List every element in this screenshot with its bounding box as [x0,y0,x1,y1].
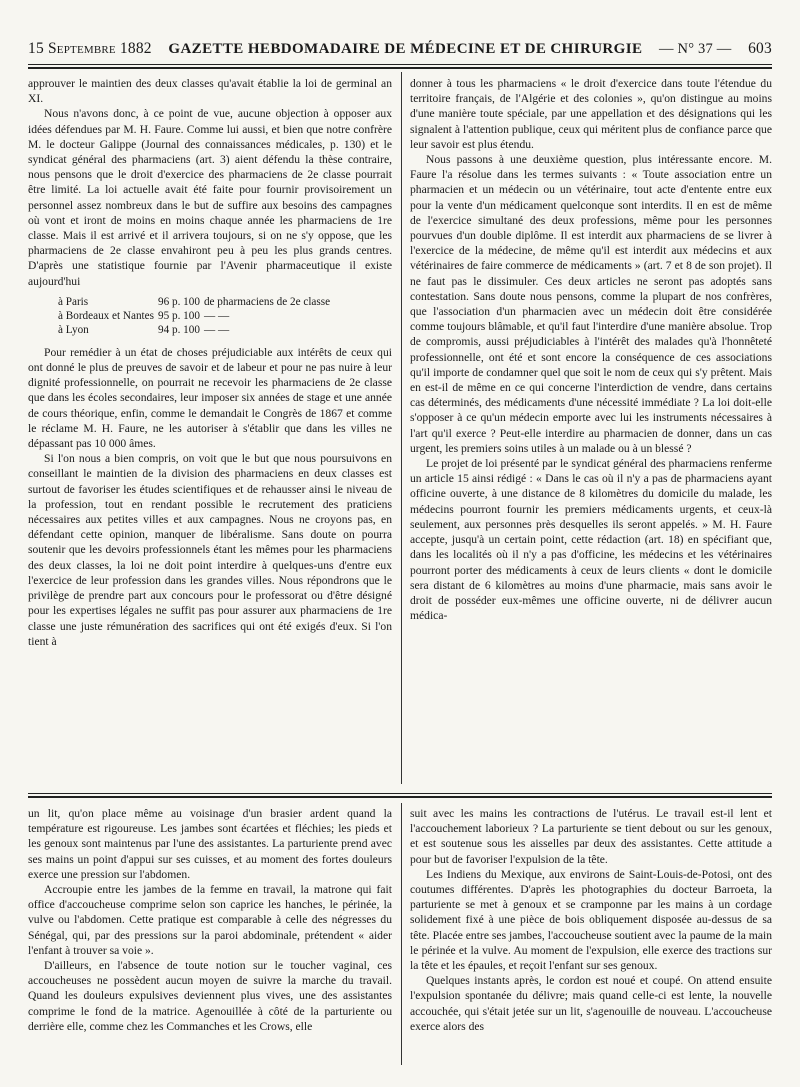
stat-city: à Bordeaux et Nantes [58,309,154,322]
stat-label: de pharmaciens de 2e classe [203,295,331,308]
issue-number: — N° 37 — [659,41,732,57]
paragraph: Quelques instants après, le cordon est noué et coupé. On attend ensuite l'expulsion spontanée du délivre; mais quand celle-ci est lente, la nouvelle accouchée, qui s'était jetée sur un lit, s'agenouille de nouveau. L'accoucheuse exerce alors des [410,974,772,1033]
stat-city: à Lyon [58,323,89,336]
column-divider-bottom [401,803,402,1065]
paragraph: Le projet de loi présenté par le syndicat général des pharmaciens renferme un article 15 ainsi rédigé : « Dans le cas où il n'y a pas de pharmaciens ayant officine ouverte, à une distance de 8 kilomètres du domicile du malade, les médecins pourront fournir les premiers médicaments urgents, et ceux-là seulement, aux personnes près desquelles ils seront appelés. » M. H. Faure accepte, jusqu'à un certain point, cette rédaction (art. 18) en spécifiant que, dans les localités où il n'y a pas d'officine, les médecins et les vétérinaires pourront porter des médicaments à ceux de leurs clients « dont le domicile sera distant de 6 kilomètres au moins d'une pharmacie, mais sans avoir le droit de posséder eux-mêmes une officine ouverte, ni de délivrer aucun médica- [410,457,772,623]
paragraph: Accroupie entre les jambes de la femme en travail, la matrone qui fait office d'accoucheuse comprime selon son caprice les hanches, le périnée, la vulve ou l'abdomen. Cette pratique est comparable à celle des négresses du Sénégal, qui, par des pressions sur la paroi abdominale, prétendent « aider l'enfant à trouver sa voie ». [28,883,392,957]
feuilleton-column-right [410,806,772,1066]
section-rule-thin [28,793,772,794]
section-rule-thick [28,796,772,798]
table-row [58,323,334,337]
header-date: 15 Septembre 1882 [28,40,152,57]
paragraph: Nous passons à une deuxième question, plus intéressante encore. M. Faure l'a résolue dans les termes suivants : « Toute association entre un pharmacien et un médecin ou un vétérinaire, tout acte d'entente entre eux pour la vente d'un médicament quelconque sont interdits. Il en est de même de l'exercice simultané des deux professions, même pour les personnes pourvues d'un double diplôme. Il est interdit aux pharmaciens de se livrer à l'exercice de la médecine, de même qu'il est interdit aux médecins et aux vétérinaires de faire commerce de médicaments » (art. 7 et 8 de son projet). Il ne faut pas le dissimuler. Ces deux articles ne seront pas adoptés sans contestation. Sans doute nous pensons, comme la plupart de nos confrères, que l'association d'un pharmacien avec un médecin doit être considérée comme toujours blâmable, et qu'il faut l'interdire d'une manière absolue. Trop de compromis, aussi préjudiciables à l'intérêt des malades qu'à l'honnêteté professionnelle, ont été et sont encore la conséquence de ces associations qu'il importe de condamner quel que soit le nom de ceux qui s'y prêtent. Mais en est-il de même en ce qui concerne l'interdiction de vendre, dans certains cas déterminés, des médicaments d'une nécessité immédiate ? La loi doit-elle s'opposer à ce qu'un médecin emporte avec lui les instruments nécessaires à l'art qu'il exerce ? Peut-elle interdire au pharmacien de donner, dans un cas urgent, les premiers soins utiles à un malade ou à un blessé ? [410,153,772,455]
stat-label: — — [203,323,230,336]
header-rule-thick [28,67,772,69]
running-header [28,40,772,62]
table-row [58,309,334,323]
paragraph: approuver le maintien des deux classes qu'avait établie la loi de germinal an XI. [28,77,392,106]
paragraph: Pour remédier à un état de choses préjudiciable aux intérêts de ceux qui ont donné le plus de preuves de savoir et de labeur et pour ne pas nuire à leur dignité professionnelle, on pourrait ne recevoir les pharmaciens de 2e classe que dans les écoles secondaires, leur imposer six années de stage et une année de cours théorique, enfin, comme le demandait le Congrès de 1867 et comme le réclame M. H. Faure, ne les autoriser à s'établir que dans les villes ne dépassant pas 10 000 âmes. [28,345,392,451]
page-number: 603 [748,40,772,57]
column-divider-top [401,72,402,784]
journal-title: GAZETTE HEBDOMADAIRE DE MÉDECINE ET DE CHIRURGIE [168,41,643,57]
stat-city: à Paris [58,295,89,308]
stat-value: 94 p. 100 [158,323,200,336]
header-rule-thin [28,64,772,65]
paragraph: suit avec les mains les contractions de l'utérus. Le travail est-il lent et l'accouchement laborieux ? La parturiente se tient debout ou sur les genoux, et est soutenue sous les aisselles par deux des assistantes. Cette attitude a pour but de favoriser l'expulsion de la tête. [410,807,772,866]
paragraph: Si l'on nous a bien compris, on voit que le but que nous poursuivons en conseillant le maintien de la division des pharmaciens en deux classes est surtout de favoriser les études scientifiques et de rehausser ainsi le niveau de la profession, tout en rendant possible le recrutement des praticiens nécessaires aux petites villes et aux campagnes. Nous ne croyons pas, en défendant cette opinion, manquer de libéralisme. Sans doute on pourra soutenir que les devoirs professionnels étant les mêmes pour les pharmaciens des deux classes, la loi ne doit point interdire à quelques-uns d'entre eux l'exercice de leur profession dans les grandes villes. Nous répondrons que le privilège de prendre part aux concours pour le professorat ou d'être désigné pour les expertises légales ne suffit pas pour assurer aux pharmaciens de 1re classe une juste rémunération des sacrifices qui ont été exigés d'eux. Si l'on tient à [28,452,392,648]
paragraph: Nous n'avons donc, à ce point de vue, aucune objection à opposer aux idées défendues par M. H. Faure. Comme lui aussi, et bien que notre confrère M. le docteur Galippe (Journal des connaissances médicales, p. 130) et le syndicat général des pharmaciens (art. 3) aient défendu la thèse contraire, nous pensons que le droit d'exercice des pharmaciens de 2e classe pourrait être limité. La loi actuelle avait été faite pour fournir provisoirement un personnel assez nombreux dans le but de suffire aux besoins des campagnes où vont et iront de moins en moins chaque année les pharmaciens de 1re classe. Mais il est arrivé et il arrivera toujours, si on ne s'y oppose, que les pharmaciens de 2e classe envahiront peu à peu les plus grands centres. D'après une statistique fournie par l'Avenir pharmaceutique il existe aujourd'hui [28,107,392,288]
stat-value: 96 p. 100 [158,295,200,308]
feuilleton-column-left [28,806,392,1066]
article-column-top-left [28,76,392,784]
pharmacist-statistics-table [58,295,334,337]
paragraph: Les Indiens du Mexique, aux environs de Saint-Louis-de-Potosi, ont des coutumes différentes. D'après les photographies du docteur Barroeta, la parturiente se met à genoux et se cramponne par les mains à un cordage solidement fixé à une pièce de bois obliquement disposée au-dessus de sa tête. Placée entre ses jambes, l'accoucheuse soutient avec la paume de la main le périnée et la vulve. Au moment de l'expulsion, elle exerce des tractions sur la tête et les épaules, et reçoit l'enfant sur ses genoux. [410,867,772,973]
stat-value: 95 p. 100 [158,309,200,322]
table-row [58,295,334,309]
stat-label: — — [203,309,230,322]
paragraph: donner à tous les pharmaciens « le droit d'exercice dans toute l'étendue du territoire français, de l'Algérie et des colonies », qu'on distingue au moins d'une manière toute spéciale, par une appellation et des désignations qui les signalent à l'attention publique, ceux qui méritent plus de confiance parce que leur savoir est plus étendu. [410,77,772,151]
paragraph: un lit, qu'on place même au voisinage d'un brasier ardent quand la température est rigoureuse. Les jambes sont écartées et fléchies; les pieds et les genoux sont maintenus par l'une des assistantes. La parturiente prend avec ses mains un point d'appui sur ses cuisses, et au moment des fortes douleurs exerce une pression sur l'abdomen. [28,807,392,881]
paragraph: D'ailleurs, en l'absence de toute notion sur le toucher vaginal, ces accoucheuses ne possèdent aucun moyen de suivre la marche du travail. Quand les douleurs expulsives deviennent plus vives, une des assistantes comprime le fond de la matrice. Agenouillée à côté de la parturiente ou derrière elle, comme chez les Commanches et les Crows, elle [28,959,392,1033]
article-column-top-right [410,76,772,784]
